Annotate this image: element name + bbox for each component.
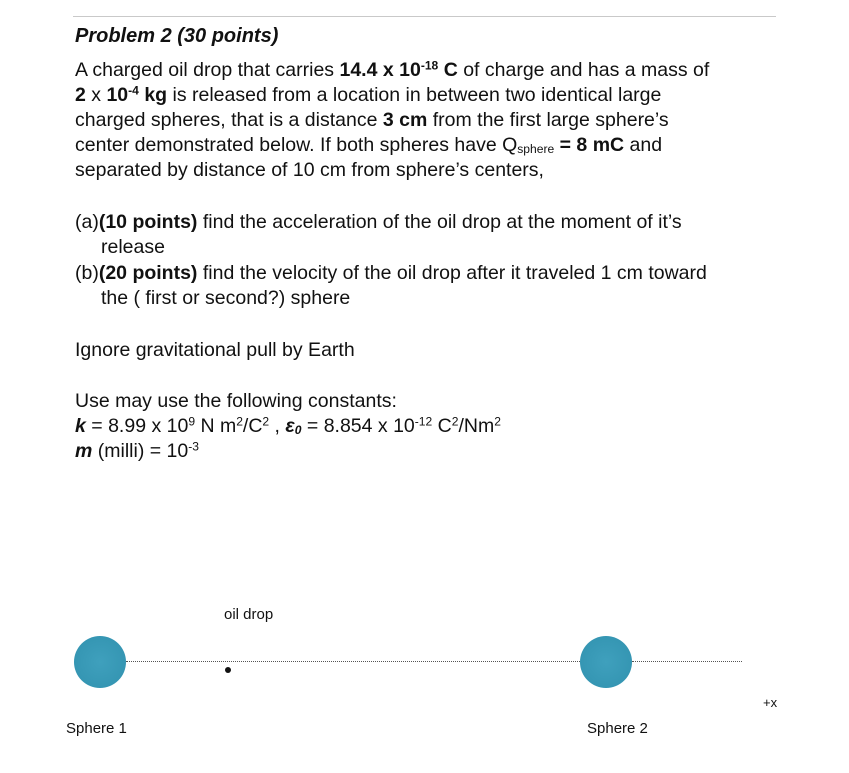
- ignore-gravity-note: Ignore gravitational pull by Earth: [75, 339, 355, 361]
- constants-k-eps: k = 8.99 x $10^9$ N $m^2/C^2$ , $\varepsilon_0 = 8.854$ x $10^{-12}$ $C^2/Nm^2$: [75, 414, 501, 437]
- problem-statement: [75, 58, 775, 183]
- statement-line-1: A charged oil drop that carries 14.4 x $10^{-18}$ C of charge and has a mass of: [75, 58, 710, 81]
- axis-label: +x: [763, 695, 778, 710]
- sphere-1: [74, 636, 126, 688]
- problem-title: Problem 2 (30 points): [75, 25, 279, 47]
- top-divider: [73, 16, 776, 17]
- statement-line-3: charged spheres, that is a distance 3 cm from the first large sphere’s: [75, 109, 669, 131]
- axis-line-right: [632, 661, 742, 662]
- sphere-2-label: Sphere 2: [587, 720, 648, 737]
- axis-line-left: [126, 661, 580, 662]
- sphere-1-label: Sphere 1: [66, 720, 127, 737]
- statement-line-4: center demonstrated below. If both spheres have $Q_{sphere} = 8$ mC and: [75, 134, 663, 156]
- oil-drop: [225, 667, 231, 673]
- statement-line-2: 2 x $10^{-4}$ kg is released from a location in between two identical large: [75, 83, 662, 106]
- oil-drop-label: oil drop: [224, 606, 274, 623]
- constants-intro: Use may use the following constants:: [75, 390, 397, 412]
- constants-milli: m (milli) = $10^{-3}$: [75, 439, 199, 462]
- question-a: (a)(10 points) find the acceleration of the oil drop at the moment of it’s release: [75, 211, 682, 258]
- question-b: (b)(20 points) find the velocity of the oil drop after it traveled 1 cm toward the ( first or second?) sphere: [75, 262, 707, 309]
- statement-line-5: separated by distance of 10 cm from sphere’s centers,: [75, 159, 544, 181]
- sphere-2: [580, 636, 632, 688]
